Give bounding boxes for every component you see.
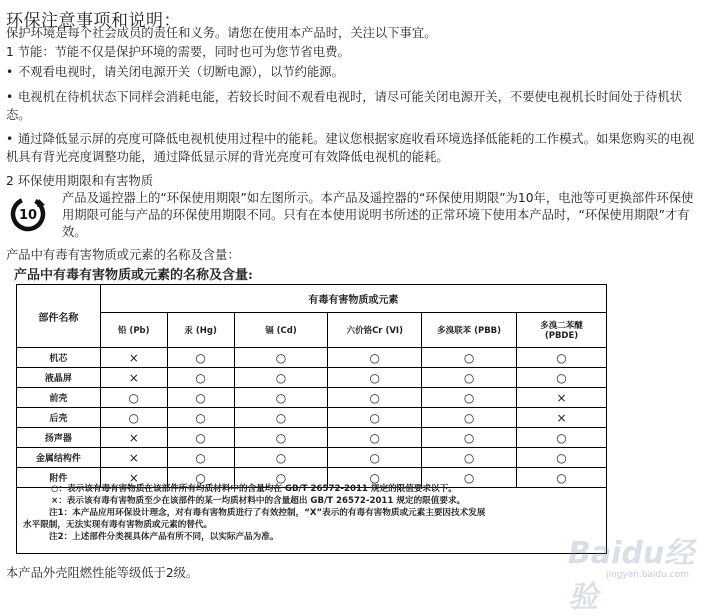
table-cell: ○ bbox=[422, 388, 517, 408]
table-cell: ○ bbox=[167, 348, 234, 368]
bullet-dot: • bbox=[6, 65, 14, 79]
part-name: 金属结构件 bbox=[17, 448, 101, 468]
column-header: 铅 (Pb) bbox=[100, 313, 167, 348]
table-cell: × bbox=[100, 368, 167, 388]
table-cell: ○ bbox=[167, 408, 234, 428]
bullet-item bbox=[6, 88, 706, 124]
table-cell: × bbox=[517, 388, 607, 408]
table-row bbox=[17, 448, 607, 468]
table-cell: ○ bbox=[234, 368, 328, 388]
table-row bbox=[17, 408, 607, 428]
table-cell: ○ bbox=[517, 348, 607, 368]
table-cell: ○ bbox=[167, 468, 234, 488]
table-cell: ○ bbox=[517, 468, 607, 488]
hazard-intro: 产品中有毒有害物质或元素的名称及含量： bbox=[6, 248, 240, 262]
table-cell: ○ bbox=[328, 348, 422, 368]
table-subheader-row bbox=[17, 313, 607, 348]
bullet-text: 不观看电视时，请关闭电源开关（切断电源），以节约能源。 bbox=[18, 65, 344, 79]
watermark-logo: Baidu经验 bbox=[568, 536, 695, 615]
bullet-dot: • bbox=[6, 90, 14, 104]
part-header: 部件名称 bbox=[17, 285, 101, 348]
table-cell: ○ bbox=[517, 428, 607, 448]
part-name: 机芯 bbox=[17, 348, 101, 368]
period-text: 产品及遥控器上的“环保使用期限”如左图所示。本产品及遥控器的“环保使用期限”为10年，电池等可更换部件环保使用期限可能与产品的环保使用期限不同。只有在本使用说明书所述的正常环境下使用本产品时，“环保使用期限”才有效。 bbox=[62, 191, 694, 239]
table-cell: ○ bbox=[167, 368, 234, 388]
badge-number: 10 bbox=[18, 208, 38, 223]
table-cell: ○ bbox=[234, 388, 328, 408]
table-cell: × bbox=[517, 408, 607, 428]
table-cell: ○ bbox=[422, 428, 517, 448]
table-caption: 产品中有毒有害物质或元素的名称及含量: bbox=[14, 268, 253, 283]
bullet-text: 电视机在待机状态下同样会消耗电能，若较长时间不观看电视时，请尽可能关闭电源开关，不要使电视机长时间处于待机状态。 bbox=[6, 90, 683, 122]
column-header: 镉 (Cd) bbox=[234, 313, 328, 348]
table-notes bbox=[16, 476, 607, 554]
note-line: 注2：上述部件分类视具体产品有所不同，以实际产品为准。 bbox=[49, 532, 279, 542]
table-row bbox=[17, 348, 607, 368]
bullet-dot: • bbox=[6, 132, 14, 146]
table-cell: × bbox=[100, 468, 167, 488]
table-cell: ○ bbox=[167, 388, 234, 408]
column-header: 六价铬Cr (VI) bbox=[328, 313, 422, 348]
table-cell: ○ bbox=[422, 408, 517, 428]
table-row bbox=[17, 388, 607, 408]
column-header: 多溴二苯醚 (PBDE) bbox=[517, 313, 607, 348]
watermark-url: jingyan.baidu.com bbox=[606, 570, 690, 580]
table-cell: ○ bbox=[234, 408, 328, 428]
note-line: ○：表示该有毒有害物质在该部件所有均质材料中的含量均在 GB/T 26572-2011 规定的限值要求以下。 bbox=[51, 484, 457, 494]
part-name: 扬声器 bbox=[17, 428, 101, 448]
environmental-period-icon bbox=[8, 194, 48, 234]
table-cell: × bbox=[100, 428, 167, 448]
part-name: 前壳 bbox=[17, 388, 101, 408]
table-cell: ○ bbox=[328, 408, 422, 428]
table-cell: ○ bbox=[234, 448, 328, 468]
table-cell: ○ bbox=[517, 368, 607, 388]
section2-heading: 2 环保使用期限和有害物质 bbox=[6, 174, 153, 188]
table-cell: ○ bbox=[328, 368, 422, 388]
table-cell: ○ bbox=[422, 368, 517, 388]
table-row bbox=[17, 428, 607, 448]
table-cell: ○ bbox=[167, 448, 234, 468]
hazard-table bbox=[16, 284, 607, 488]
table-cell: ○ bbox=[100, 388, 167, 408]
note-line: ×：表示该有毒有害物质至少在该部件的某一均质材料中的含量超出 GB/T 26572-2011 规定的限值要求。 bbox=[51, 495, 466, 506]
bullet-text: 通过降低显示屏的亮度可降低电视机使用过程中的能耗。建议您根据家庭收看环境选择低能耗的工作模式。如果您购买的电视机具有背光亮度调整功能，通过降低显示屏的背光亮度可有效降低电视机的能耗。 bbox=[6, 132, 695, 164]
group-header: 有毒有害物质或元素 bbox=[100, 285, 606, 313]
part-name: 后壳 bbox=[17, 408, 101, 428]
table-cell: × bbox=[100, 448, 167, 468]
table-cell: ○ bbox=[517, 448, 607, 468]
table-header-row bbox=[17, 285, 607, 313]
table-cell: ○ bbox=[422, 348, 517, 368]
table-cell: ○ bbox=[328, 468, 422, 488]
bullet-item bbox=[6, 130, 706, 166]
column-header: 多溴联苯 (PBB) bbox=[422, 313, 517, 348]
bullet-item bbox=[6, 63, 344, 81]
footer-note: 本产品外壳阻燃性能等级低于2级。 bbox=[6, 566, 199, 580]
table-cell: ○ bbox=[328, 388, 422, 408]
table-cell: ○ bbox=[234, 468, 328, 488]
table-cell: ○ bbox=[328, 448, 422, 468]
note-line: 水平限制，无法实现有毒有害物质或元素的替代。 bbox=[23, 519, 213, 530]
table-cell: ○ bbox=[234, 428, 328, 448]
section1-heading: 1 节能：节能不仅是保护环境的需要，同时也可为您节省电费。 bbox=[6, 45, 350, 59]
table-row bbox=[17, 368, 607, 388]
note-line: 注1：本产品应用环保设计理念，对有毒有害物质进行了有效控制，“X”表示的有毒有害物质或元素主要因技术发展 bbox=[49, 508, 486, 518]
table-cell: ○ bbox=[328, 428, 422, 448]
table-cell: ○ bbox=[100, 408, 167, 428]
table-cell: × bbox=[100, 348, 167, 368]
table-cell: ○ bbox=[167, 428, 234, 448]
intro-text: 保护环境是每个社会成员的责任和义务。请您在使用本产品时，关注以下事宜。 bbox=[6, 26, 437, 40]
table-cell: ○ bbox=[422, 448, 517, 468]
table-cell: ○ bbox=[422, 468, 517, 488]
column-header: 汞 (Hg) bbox=[167, 313, 234, 348]
part-name: 附件 bbox=[17, 468, 101, 488]
part-name: 液晶屏 bbox=[17, 368, 101, 388]
page-title: 环保注意事项和说明： bbox=[6, 11, 181, 31]
table-cell: ○ bbox=[234, 348, 328, 368]
